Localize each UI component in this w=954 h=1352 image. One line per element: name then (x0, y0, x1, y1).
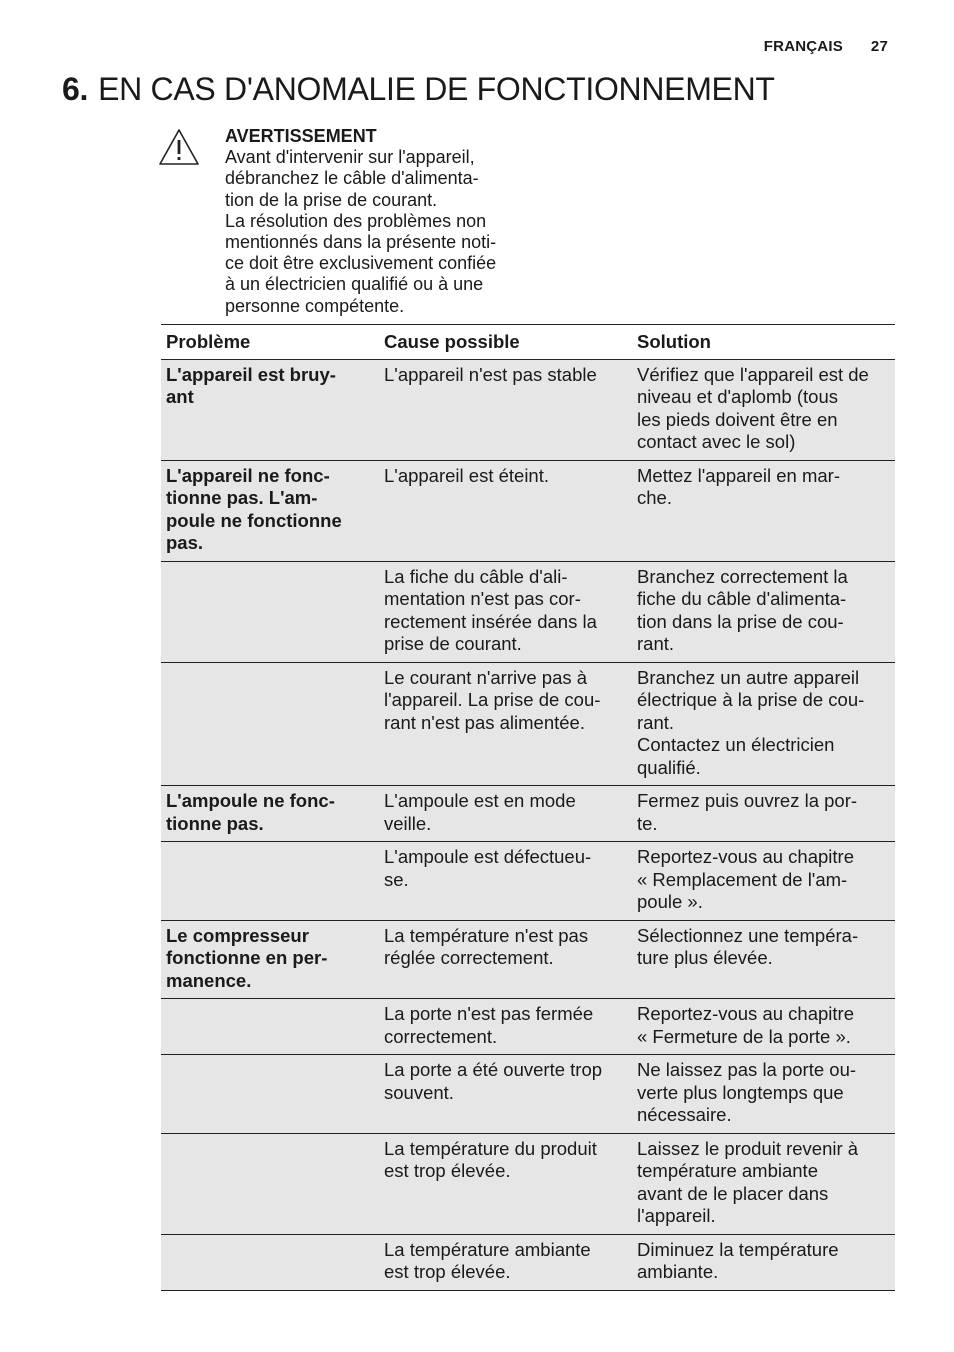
cause-cell (379, 786, 632, 842)
header-language: FRANÇAIS (763, 38, 843, 55)
cause-cell (379, 460, 632, 561)
table-row (161, 842, 895, 921)
cause-cell-line: est trop élevée. (384, 1160, 511, 1181)
solution-cell-line: rant. (637, 633, 675, 654)
page-header (764, 38, 888, 55)
cause-cell-line: est trop élevée. (384, 1261, 511, 1282)
cause-cell (379, 662, 632, 786)
table-body (161, 359, 895, 1290)
cause-cell-line: La température ambiante (384, 1238, 591, 1260)
solution-cell-line: fiche du câble d'alimenta- (637, 588, 847, 609)
solution-cell (632, 359, 895, 460)
solution-cell-line: rant. (637, 711, 675, 733)
solution-cell-line: Sélectionnez une tempéra- (637, 924, 859, 946)
solution-cell-line: les pieds doivent être en (637, 408, 838, 430)
cause-cell-line: rant n'est pas alimentée. (384, 711, 585, 733)
solution-cell-line: nécessaire. (637, 1104, 732, 1125)
cause-cell (379, 842, 632, 921)
problem-cell (161, 359, 379, 460)
solution-cell (632, 460, 895, 561)
table-row (161, 359, 895, 460)
solution-cell-line: Reportez-vous au chapitre (637, 846, 854, 867)
cause-cell-line: L'ampoule est en mode (384, 790, 576, 811)
solution-cell-line: tion dans la prise de cou- (637, 610, 844, 632)
warning-line: personne compétente. (225, 295, 405, 316)
solution-cell (632, 920, 895, 999)
table-row (161, 662, 895, 786)
cause-cell-line: La fiche du câble d'ali- (384, 565, 568, 587)
cause-cell (379, 1133, 632, 1234)
warning-line: mentionnés dans la présente noti- (225, 232, 497, 253)
solution-cell-line: Contactez un électricien (637, 734, 835, 755)
cause-cell-line: prise de courant. (384, 633, 522, 654)
solution-cell-line: contact avec le sol) (637, 431, 796, 452)
problem-cell (161, 1234, 379, 1290)
cause-cell (379, 999, 632, 1055)
page-number: 27 (870, 38, 888, 55)
cause-cell-line: L'appareil est éteint. (384, 464, 550, 486)
table-row (161, 561, 895, 662)
cause-cell-line: se. (384, 868, 409, 890)
solution-cell-line: qualifié. (637, 756, 701, 778)
problem-cell-line: poule ne fonctionne (166, 509, 342, 531)
table-row (161, 920, 895, 999)
cause-cell-line: L'appareil n'est pas stable (384, 363, 597, 385)
solution-cell-line: Reportez-vous au chapitre (637, 1003, 854, 1024)
solution-cell-line: Branchez un autre appareil (637, 666, 860, 688)
column-header-cause: Cause possible (379, 325, 632, 360)
problem-cell (161, 662, 379, 786)
table-header-row (161, 325, 895, 360)
solution-cell (632, 1133, 895, 1234)
warning-line: Avant d'intervenir sur l'appareil, (225, 147, 475, 168)
column-header-problem: Problème (161, 325, 379, 360)
column-header-solution: Solution (632, 325, 895, 360)
problem-cell-line: pas. (166, 532, 204, 553)
solution-cell-line: « Remplacement de l'am- (637, 868, 848, 890)
solution-cell (632, 662, 895, 786)
solution-cell-line: te. (637, 812, 658, 834)
solution-cell (632, 786, 895, 842)
cause-cell-line: rectement insérée dans la (384, 610, 597, 632)
table-row (161, 786, 895, 842)
warning-triangle-icon (158, 128, 200, 166)
warning-line: à un électricien qualifié ou à une (225, 274, 484, 295)
problem-cell-line: manence. (166, 969, 252, 991)
solution-cell (632, 842, 895, 921)
problem-cell-line: Le compresseur (166, 924, 309, 946)
problem-cell (161, 561, 379, 662)
solution-cell (632, 561, 895, 662)
problem-cell (161, 1133, 379, 1234)
cause-cell (379, 920, 632, 999)
section-title-text: EN CAS D'ANOMALIE DE FONCTIONNEMENT (98, 71, 775, 107)
solution-cell-line: « Fermeture de la porte ». (637, 1025, 851, 1047)
cause-cell-line: souvent. (384, 1081, 454, 1103)
solution-cell-line: verte plus longtemps que (637, 1081, 844, 1103)
problem-cell-line: L'ampoule ne fonc- (166, 790, 335, 811)
troubleshooting-table (161, 324, 895, 1291)
cause-cell-line: Le courant n'arrive pas à (384, 666, 588, 688)
cause-cell-line: réglée correctement. (384, 947, 554, 968)
solution-cell-line: température ambiante (637, 1160, 818, 1181)
solution-cell-line: Ne laissez pas la porte ou- (637, 1059, 857, 1080)
problem-cell-line: fonctionne en per- (166, 947, 328, 968)
solution-cell-line: Mettez l'appareil en mar- (637, 464, 841, 486)
cause-cell-line: l'appareil. La prise de cou- (384, 689, 601, 710)
table-row (161, 1133, 895, 1234)
solution-cell-line: che. (637, 487, 672, 508)
warning-line: ce doit être exclusivement confiée (225, 253, 497, 274)
cause-cell-line: L'ampoule est défectueu- (384, 846, 592, 867)
warning-line: tion de la prise de courant. (225, 189, 438, 210)
table-row (161, 1234, 895, 1290)
table-row (161, 460, 895, 561)
problem-cell (161, 920, 379, 999)
solution-cell-line: Fermez puis ouvrez la por- (637, 790, 858, 811)
solution-cell-line: Diminuez la température (637, 1238, 839, 1260)
problem-cell-line: tionne pas. (166, 812, 264, 834)
cause-cell-line: correctement. (384, 1025, 498, 1047)
table-row (161, 1055, 895, 1134)
warning-text (225, 126, 525, 317)
problem-cell-line: L'appareil est bruy- (166, 363, 336, 385)
problem-cell (161, 786, 379, 842)
solution-cell-line: l'appareil. (637, 1205, 716, 1226)
cause-cell (379, 1234, 632, 1290)
cause-cell (379, 359, 632, 460)
problem-cell (161, 842, 379, 921)
problem-cell-line: tionne pas. L'am- (166, 487, 318, 508)
warning-title: AVERTISSEMENT (225, 126, 377, 146)
warning-line: La résolution des problèmes non (225, 210, 487, 231)
cause-cell-line: La température n'est pas (384, 924, 589, 946)
table-row (161, 999, 895, 1055)
solution-cell-line: ambiante. (637, 1261, 719, 1282)
problem-cell-line: L'appareil ne fonc- (166, 464, 330, 486)
solution-cell-line: Laissez le produit revenir à (637, 1137, 859, 1159)
solution-cell-line: ture plus élevée. (637, 947, 773, 968)
solution-cell-line: niveau et d'aplomb (tous (637, 386, 838, 407)
solution-cell-line: électrique à la prise de cou- (637, 689, 865, 710)
solution-cell (632, 1234, 895, 1290)
warning-line: débranchez le câble d'alimenta- (225, 168, 479, 189)
section-title (62, 70, 775, 108)
solution-cell (632, 999, 895, 1055)
cause-cell (379, 561, 632, 662)
cause-cell-line: mentation n'est pas cor- (384, 588, 581, 609)
cause-cell-line: La température du produit (384, 1137, 597, 1159)
problem-cell (161, 999, 379, 1055)
cause-cell-line: La porte n'est pas fermée (384, 1003, 594, 1024)
section-number: 6. (62, 71, 89, 107)
cause-cell (379, 1055, 632, 1134)
cause-cell-line: veille. (384, 812, 432, 834)
solution-cell-line: poule ». (637, 891, 703, 912)
problem-cell (161, 460, 379, 561)
cause-cell-line: La porte a été ouverte trop (384, 1059, 603, 1080)
solution-cell-line: Branchez correctement la (637, 565, 848, 587)
solution-cell-line: avant de le placer dans (637, 1182, 829, 1204)
problem-cell-line: ant (166, 386, 194, 407)
problem-cell (161, 1055, 379, 1134)
solution-cell-line: Vérifiez que l'appareil est de (637, 363, 869, 385)
solution-cell (632, 1055, 895, 1134)
